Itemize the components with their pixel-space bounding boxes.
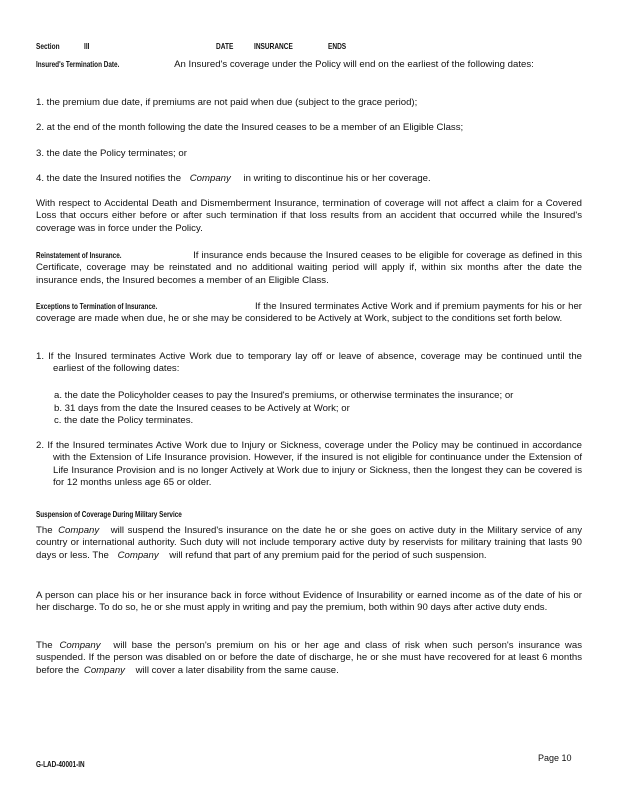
section-title-insurance: INSURANCE — [254, 41, 293, 51]
company-term: Company — [59, 640, 101, 651]
termination-paragraph — [36, 59, 582, 71]
company-term: Company — [117, 549, 159, 561]
company-term: Company — [58, 525, 100, 536]
exceptions-subitem-c: c. the date the Policy terminates. — [54, 415, 194, 426]
section-label: Section — [36, 41, 60, 51]
section-title-ends: ENDS — [328, 41, 347, 51]
exceptions-subitem-b: b. 31 days from the date the Insured ceases to be Actively at Work; or — [54, 403, 350, 414]
company-term: Company — [189, 173, 231, 184]
page-number: Page 10 — [538, 753, 572, 763]
company-term: Company — [83, 664, 125, 676]
exceptions-item-2: 2. If the Insured terminates Active Work due to Injury or Sickness, coverage under the Policy may be continued in accordance with the Extension of Life Insurance provision. However, if the insured is not eligible for continuance under the Extension of Life Insurance Provision and is no longer Actively at Work due to injury or Sickness, then the longest they can be covered is for 12 months unless age 65 or older. — [36, 440, 582, 488]
suspension-heading: Suspension of Coverage During Military Service — [36, 510, 182, 519]
reinstatement-paragraph: Reinstatement of Insurance. If insurance ends because the Insured ceases to be eligible for coverage as defined in this Certificate, coverage may be reinstated and no additional waiting period will apply if, within six months after the date the insurance ends, the Insured becomes a member of an Eligible Class. — [36, 250, 582, 286]
suspension-paragraph-1: The Company will suspend the Insured's insurance on the date he or she goes on active duty in the Military service of any country or international authority. Such duty will not include temporary active duty by reservists for military training that lasts 90 days or less. The Company will refund that part of any premium paid for the period of such suspension. — [36, 525, 583, 561]
suspension-paragraph-3: The Company will base the person's premium on his or her age and class of risk when such person's insurance was suspended. If the person was disabled on or before the date of discharge, he or she must have recovered for at least 6 months before the Company will cover a later disability from the same cause. — [36, 640, 582, 676]
exceptions-paragraph: Exceptions to Termination of Insurance. If the Insured terminates Active Work and if premium payments for his or her coverage are made when due, he or she may be considered to be Actively at Work, subject to the conditions set forth below. — [36, 301, 583, 325]
termination-item-2: 2. at the end of the month following the date the Insured ceases to be a member of an Eligible Class; — [36, 122, 464, 133]
form-number: G-LAD-40001-IN — [36, 760, 85, 769]
suspension-paragraph-2: A person can place his or her insurance back in force without Evidence of Insurability or earned income as of the date of his or her discharge. To do so, he or she must apply in writing and pay the premium, both within 90 days after active duty ends. — [36, 590, 582, 614]
exceptions-subitem-a: a. the date the Policyholder ceases to pay the Insured's premiums, or otherwise terminates the insurance; or — [54, 390, 514, 401]
exceptions-heading: Exceptions to Termination of Insurance. — [36, 302, 158, 311]
section-number: III — [84, 41, 90, 51]
termination-item-4: 4. the date the Insured notifies the Company in writing to discontinue his or her coverage. — [36, 173, 431, 184]
add-paragraph: With respect to Accidental Death and Dismemberment Insurance, termination of coverage will not affect a claim for a Covered Loss that occurs either before or after such termination if that loss results from an accident that occurred while the Insured's coverage was in force under the Policy. — [36, 198, 582, 234]
section-title-date: DATE — [216, 41, 234, 51]
reinstatement-heading: Reinstatement of Insurance. — [36, 251, 122, 260]
termination-item-1: 1. the premium due date, if premiums are not paid when due (subject to the grace period); — [36, 97, 418, 108]
termination-item-3: 3. the date the Policy terminates; or — [36, 148, 187, 159]
termination-intro: An Insured's coverage under the Policy will end on the earliest of the following dates: — [174, 59, 534, 70]
exceptions-item-1: 1. If the Insured terminates Active Work due to temporary lay off or leave of absence, coverage may be continued until the earliest of the following dates: — [36, 351, 582, 375]
termination-heading: Insured's Termination Date. — [36, 60, 120, 69]
